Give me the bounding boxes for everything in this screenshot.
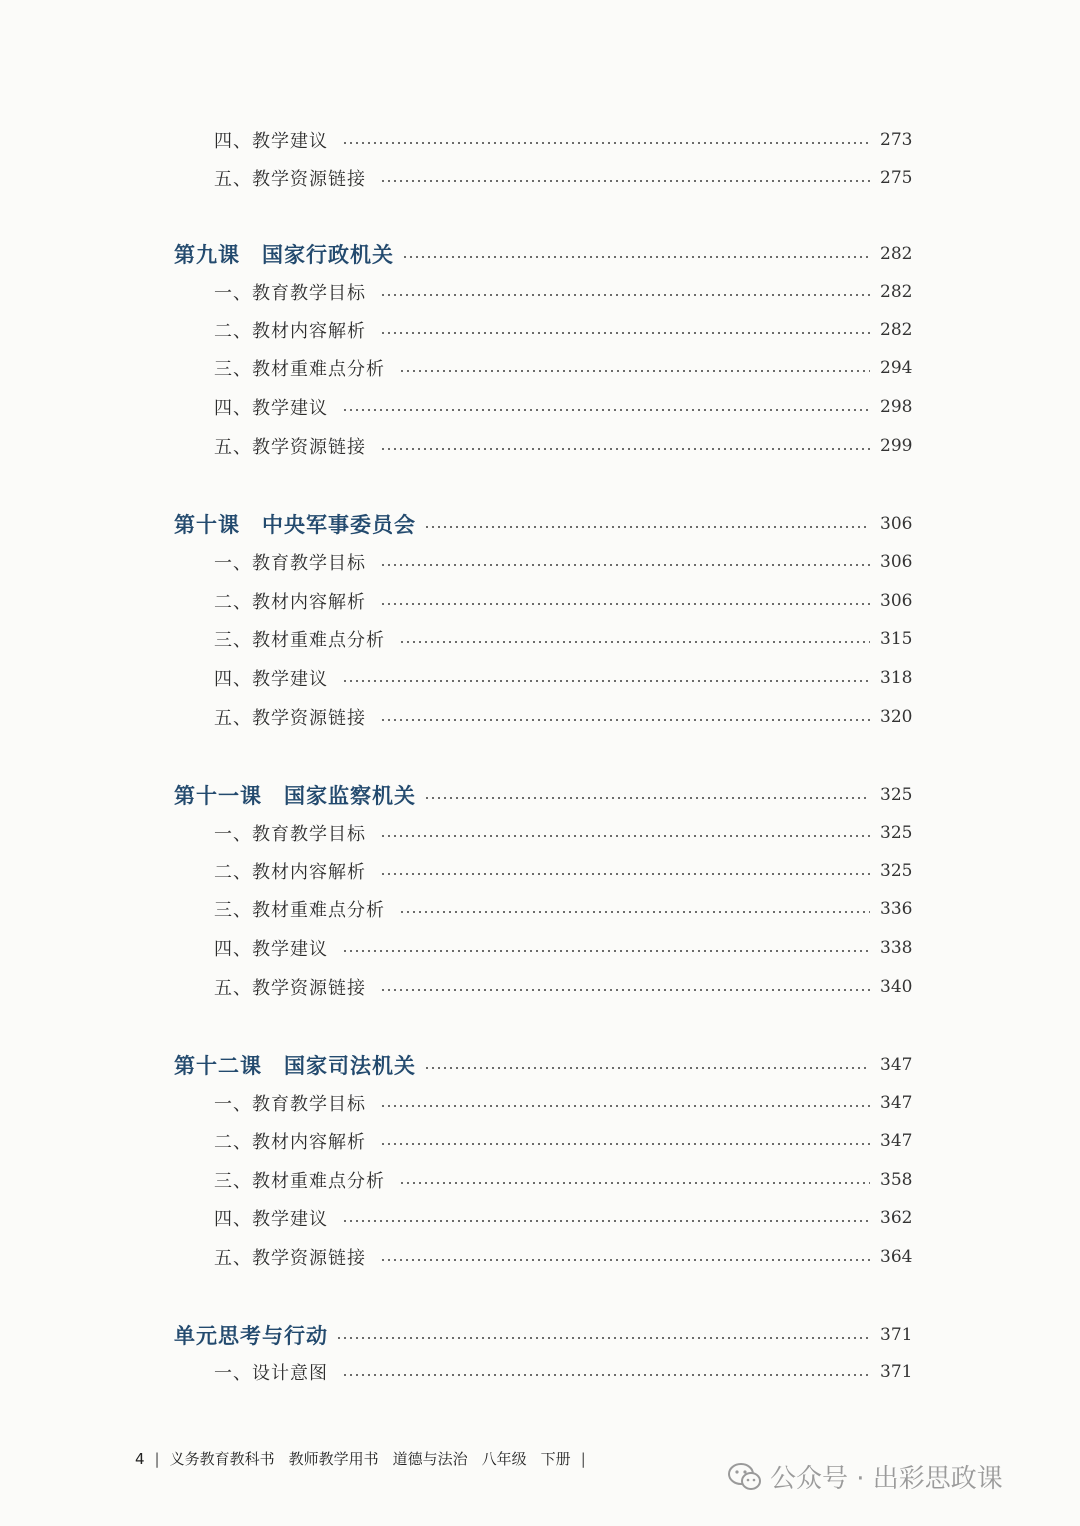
toc-page-number: 318	[880, 668, 913, 688]
toc-entry-title: 一、教育教学目标	[214, 283, 366, 304]
toc-entry-title: 五、教学资源链接	[214, 437, 366, 458]
toc-entry	[0, 1241, 1080, 1273]
toc-page-number: 273	[880, 130, 913, 150]
dot-leader	[342, 1220, 870, 1222]
toc-page-number: 358	[880, 1170, 913, 1190]
dot-leader	[380, 294, 870, 296]
toc-lesson-label: 第十二课	[174, 1053, 262, 1078]
toc-page-number: 306	[880, 591, 913, 611]
toc-lesson-name: 国家监察机关	[284, 783, 416, 808]
dot-leader	[399, 1182, 870, 1184]
toc-entry	[0, 546, 1080, 578]
footer-book-series: 义务教育教科书	[169, 1450, 275, 1468]
toc-entry-title: 五、教学资源链接	[214, 708, 366, 729]
toc-page-number: 325	[880, 785, 913, 805]
toc-entry	[0, 314, 1080, 346]
toc-entry	[0, 585, 1080, 617]
toc-entry	[0, 276, 1080, 308]
toc-entry	[0, 162, 1080, 194]
toc-lesson-label: 第十课	[174, 512, 240, 537]
toc-page-number: 364	[880, 1247, 913, 1267]
toc-entry-title: 二、教材内容解析	[214, 1132, 366, 1153]
toc-lesson-name: 国家司法机关	[284, 1053, 416, 1078]
toc-entry-title: 五、教学资源链接	[214, 978, 366, 999]
dot-leader	[380, 603, 870, 605]
toc-page-number: 338	[880, 938, 913, 958]
dot-leader	[342, 680, 870, 682]
toc-page-number: 336	[880, 899, 913, 919]
dot-leader	[399, 641, 870, 643]
toc-lesson-heading	[0, 779, 1080, 811]
dot-leader	[399, 911, 870, 913]
toc-entry	[0, 1164, 1080, 1196]
toc-entry-title: 一、教育教学目标	[214, 553, 366, 574]
dot-leader	[342, 950, 870, 952]
toc-page-number: 282	[880, 320, 913, 340]
toc-entry	[0, 430, 1080, 462]
toc-page-number: 306	[880, 514, 913, 534]
toc-entry	[0, 1356, 1080, 1388]
toc-page-number: 325	[880, 861, 913, 881]
toc-page-number: 298	[880, 397, 913, 417]
footer-volume: 下册	[540, 1450, 571, 1468]
dot-leader	[380, 1105, 870, 1107]
toc-lesson-title	[174, 239, 394, 269]
page-footer	[135, 1448, 596, 1469]
dot-leader	[424, 526, 870, 528]
dot-leader	[380, 1259, 870, 1261]
toc-entry	[0, 391, 1080, 423]
watermark-text: 公众号 · 出彩思政课	[770, 1464, 1003, 1494]
toc-page-number: 347	[880, 1131, 913, 1151]
toc-page-number: 315	[880, 629, 913, 649]
watermark	[728, 1458, 1003, 1495]
dot-leader	[380, 989, 870, 991]
dot-leader	[402, 256, 870, 258]
dot-leader	[342, 409, 870, 411]
dot-leader	[380, 564, 870, 566]
toc-entry-title: 五、教学资源链接	[214, 1248, 366, 1269]
toc-lesson-title	[174, 780, 416, 810]
toc-entry-title: 四、教学建议	[214, 131, 328, 152]
toc-lesson-title	[174, 1320, 328, 1350]
toc-entry	[0, 855, 1080, 887]
toc-entry	[0, 971, 1080, 1003]
toc-lesson-name: 中央军事委员会	[262, 512, 416, 537]
toc-entry-title: 一、教育教学目标	[214, 824, 366, 845]
dot-leader	[380, 873, 870, 875]
dot-leader	[342, 1374, 870, 1376]
toc-page-number: 347	[880, 1093, 913, 1113]
toc-page-number: 299	[880, 436, 913, 456]
toc-lesson-heading	[0, 1049, 1080, 1081]
toc-page-number: 340	[880, 977, 913, 997]
dot-leader	[380, 448, 870, 450]
toc-entry-title: 四、教学建议	[214, 669, 328, 690]
footer-grade: 八年级	[481, 1450, 527, 1468]
toc-entry-title: 二、教材内容解析	[214, 862, 366, 883]
footer-divider: |	[154, 1450, 160, 1468]
toc-lesson-label: 第十一课	[174, 783, 262, 808]
toc-lesson-heading	[0, 1319, 1080, 1351]
toc-entry	[0, 623, 1080, 655]
toc-entry-title: 五、教学资源链接	[214, 169, 366, 190]
toc-entry-title: 二、教材内容解析	[214, 321, 366, 342]
toc-entry-title: 一、设计意图	[214, 1363, 328, 1384]
dot-leader	[380, 180, 870, 182]
toc-entry-title: 三、教材重难点分析	[214, 359, 385, 380]
toc-entry-title: 三、教材重难点分析	[214, 1171, 385, 1192]
footer-divider-end: |	[580, 1450, 586, 1468]
toc-entry	[0, 817, 1080, 849]
dot-leader	[380, 835, 870, 837]
footer-subject: 道德与法治	[392, 1450, 468, 1468]
dot-leader	[424, 1067, 870, 1069]
toc-lesson-title	[174, 509, 416, 539]
toc-lesson-name: 国家行政机关	[262, 242, 394, 267]
toc-page-number: 362	[880, 1208, 913, 1228]
toc-entry	[0, 701, 1080, 733]
wechat-icon	[728, 1462, 762, 1492]
toc-entry-title: 三、教材重难点分析	[214, 630, 385, 651]
footer-book-type: 教师教学用书	[288, 1450, 379, 1468]
toc-entry	[0, 1087, 1080, 1119]
toc-page-number: 371	[880, 1362, 913, 1382]
dot-leader	[336, 1337, 870, 1339]
toc-page-number: 306	[880, 552, 913, 572]
toc-lesson-title	[174, 1050, 416, 1080]
dot-leader	[399, 370, 870, 372]
toc-page-number: 325	[880, 823, 913, 843]
toc-entry	[0, 932, 1080, 964]
dot-leader	[342, 142, 870, 144]
toc-page-number: 282	[880, 244, 913, 264]
toc-page-number: 371	[880, 1325, 913, 1345]
toc-entry-title: 四、教学建议	[214, 398, 328, 419]
toc-entry	[0, 893, 1080, 925]
toc-lesson-label: 单元思考与行动	[174, 1323, 328, 1348]
toc-entry-title: 一、教育教学目标	[214, 1094, 366, 1115]
toc-page-number: 347	[880, 1055, 913, 1075]
page-number: 4	[135, 1450, 145, 1468]
dot-leader	[380, 332, 870, 334]
toc-entry	[0, 1202, 1080, 1234]
toc-page-number: 320	[880, 707, 913, 727]
dot-leader	[380, 1143, 870, 1145]
dot-leader	[424, 797, 870, 799]
toc-page-number: 294	[880, 358, 913, 378]
toc-lesson-heading	[0, 508, 1080, 540]
toc-entry	[0, 124, 1080, 156]
toc-lesson-label: 第九课	[174, 242, 240, 267]
toc-page-number: 275	[880, 168, 913, 188]
toc-entry	[0, 662, 1080, 694]
toc-page-number: 282	[880, 282, 913, 302]
toc-entry-title: 三、教材重难点分析	[214, 900, 385, 921]
dot-leader	[380, 719, 870, 721]
toc-entry	[0, 1125, 1080, 1157]
toc-entry	[0, 352, 1080, 384]
toc-entry-title: 四、教学建议	[214, 1209, 328, 1230]
toc-lesson-heading	[0, 238, 1080, 270]
toc-entry-title: 二、教材内容解析	[214, 592, 366, 613]
toc-entry-title: 四、教学建议	[214, 939, 328, 960]
